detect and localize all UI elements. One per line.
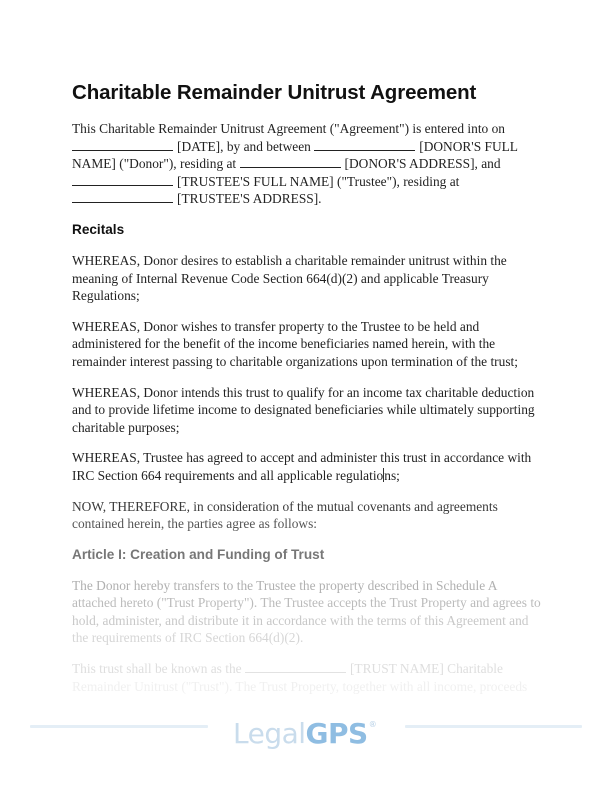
recital-paragraph-1: WHEREAS, Donor desires to establish a charitable remainder unitrust within the meaning of Internal Revenue Code Section 664(d)(2) and applicable Treasury Regulations; [72, 252, 507, 304]
intro-paragraph [72, 120, 548, 208]
registered-mark-icon: ® [368, 720, 377, 729]
trust-name-prefix: This trust shall be known as the [72, 661, 242, 677]
footer-branding [0, 706, 612, 750]
trustee-address-label: [TRUSTEE'S ADDRESS]. [177, 191, 322, 207]
recital-paragraph-2: WHEREAS, Donor wishes to transfer property to the Trustee to be held and administered for the benefit of the income beneficiaries named herein, with the remainder interest passing to charitable organizations upon termination of the trust; [72, 318, 518, 369]
donor-address-blank[interactable] [240, 155, 341, 168]
article-1-paragraph-2 [72, 660, 548, 695]
article-1-p1-line-2: attached hereto ("Trust Property"). The Trustee accepts the Trust Property and agrees to [72, 595, 541, 611]
article-1-p1-line-1: The Donor hereby transfers to the Trustee the property described in Schedule A [72, 577, 498, 593]
legalgps-logo [233, 708, 376, 751]
now-therefore-line-1: NOW, THEREFORE, in consideration of the mutual covenants and agreements [72, 498, 498, 514]
recital-paragraph-3: WHEREAS, Donor intends this trust to qualify for an income tax charitable deduction and to provide lifetime income to designated beneficiaries while ultimately supporting charitable purposes; [72, 384, 535, 435]
document-page [72, 80, 548, 708]
trust-name-blank[interactable] [245, 660, 346, 673]
recital-paragraph-4 [72, 449, 548, 484]
trustee-name-blank[interactable] [72, 173, 173, 186]
donor-name-label: [DONOR'S FULL [419, 138, 518, 154]
article-1-p2-line-2: Remainder Unitrust ("Trust"). The Trust Property, together with all income, proceeds [72, 678, 528, 694]
recital-4-text-b: ns; [384, 467, 400, 483]
date-label: [DATE], by and between [177, 138, 311, 154]
trustee-name-label: [TRUSTEE'S FULL NAME] ("Trustee"), residing at [177, 173, 460, 189]
donor-name-blank[interactable] [314, 138, 415, 151]
article-1-p2-line-1 [72, 660, 548, 678]
article-1-heading: Article I: Creation and Funding of Trust [72, 546, 325, 562]
trustee-address-blank[interactable] [72, 190, 173, 203]
recitals-heading: Recitals [72, 221, 125, 237]
footer-divider-left [30, 725, 208, 728]
article-1-paragraph-1 [72, 577, 548, 647]
donor-address-label: [DONOR'S ADDRESS], and [344, 156, 501, 172]
trust-name-label: [TRUST NAME] Charitable [349, 661, 503, 677]
date-blank[interactable] [72, 138, 173, 151]
now-therefore-paragraph [72, 498, 548, 533]
logo-text-legal: Legal [233, 717, 306, 750]
article-1-p1-line-3: hold, administer, and distribute it in accordance with the terms of this Agreement and [72, 612, 529, 628]
intro-line-3: NAME] ("Donor"), residing at [72, 156, 237, 172]
now-therefore-line-2: contained herein, the parties agree as follows: [72, 516, 318, 532]
article-1-p1-line-4: the requirements of IRC Section 664(d)(2). [72, 630, 304, 646]
intro-line-1: This Charitable Remainder Unitrust Agreement ("Agreement") is entered into on [72, 121, 505, 136]
document-title: Charitable Remainder Unitrust Agreement [72, 81, 477, 104]
logo-text-gps: GPS [305, 717, 368, 750]
recital-4-text-a: WHEREAS, Trustee has agreed to accept and administer this trust in accordance with IRC Section 664 requirements and all applicable regulatio [72, 450, 532, 483]
footer-divider-right [405, 725, 582, 728]
